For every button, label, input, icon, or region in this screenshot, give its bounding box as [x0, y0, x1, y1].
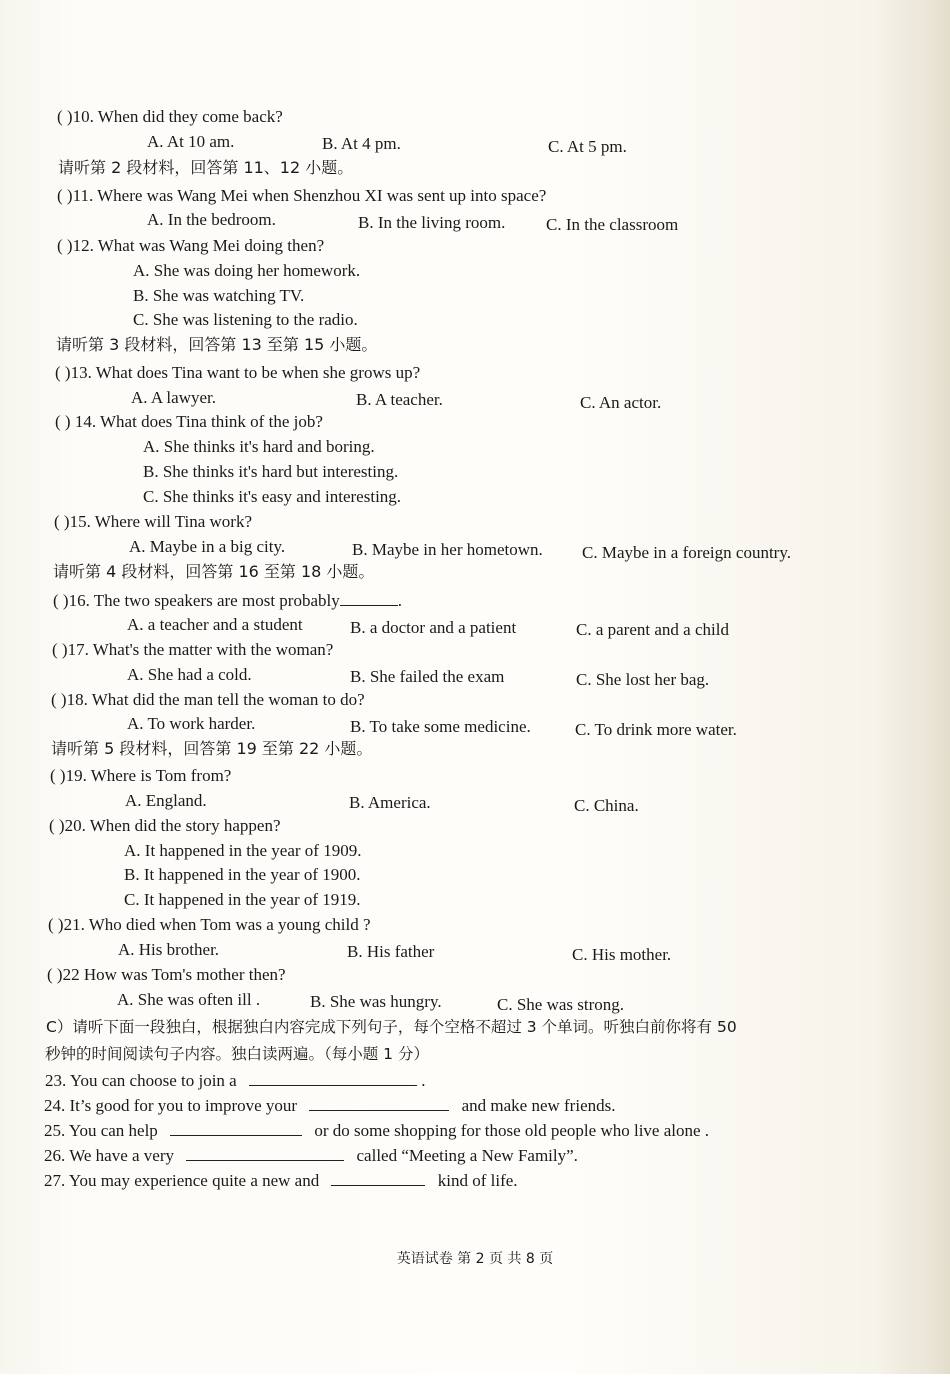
fill-27-text: 27. You may experience quite a new and — [44, 1171, 320, 1190]
part-c-instructions-line2: 秒钟的时间阅读句子内容。独白读两遍。（每小题 1 分） — [45, 1045, 429, 1063]
q19-option-a: A. England. — [125, 791, 207, 810]
q16-option-a: A. a teacher and a student — [127, 615, 303, 634]
question-14: ( ) 14. What does Tina think of the job? — [55, 412, 323, 431]
q14-option-a: A. She thinks it's hard and boring. — [143, 437, 375, 456]
q16-option-c: C. a parent and a child — [576, 620, 729, 639]
q19-option-b: B. America. — [349, 793, 431, 812]
question-21: ( )21. Who died when Tom was a young child ? — [48, 915, 371, 934]
q19-option-c: C. China. — [574, 796, 639, 815]
q21-option-c: C. His mother. — [572, 945, 672, 964]
fill-25-text: 25. You can help — [44, 1121, 158, 1140]
fill-item-25 — [44, 1119, 709, 1142]
fill-27-blank[interactable] — [331, 1169, 425, 1186]
q22-option-b: B. She was hungry. — [310, 992, 442, 1011]
q21-option-a: A. His brother. — [118, 940, 220, 959]
fill-item-24 — [44, 1094, 615, 1117]
q15-option-c: C. Maybe in a foreign country. — [582, 543, 791, 562]
question-20: ( )20. When did the story happen? — [49, 816, 281, 835]
q20-option-b: B. It happened in the year of 1900. — [124, 865, 361, 884]
q13-option-b: B. A teacher. — [356, 390, 443, 409]
page-footer: 英语试卷 第 2 页 共 8 页 — [396, 1251, 554, 1267]
q22-option-a: A. She was often ill . — [117, 990, 261, 1009]
q18-option-a: A. To work harder. — [127, 714, 256, 733]
q12-option-b: B. She was watching TV. — [133, 286, 305, 305]
q17-option-b: B. She failed the exam — [350, 667, 505, 686]
scan-bottom-margin — [0, 1374, 950, 1394]
q15-option-b: B. Maybe in her hometown. — [352, 540, 543, 559]
question-12: ( )12. What was Wang Mei doing then? — [57, 236, 325, 255]
fill-24-end: and make new friends. — [461, 1096, 616, 1115]
q18-option-b: B. To take some medicine. — [350, 717, 531, 736]
q10-option-a: A. At 10 am. — [147, 132, 235, 151]
q13-option-c: C. An actor. — [580, 393, 662, 412]
question-10: ( )10. When did they come back? — [57, 107, 283, 126]
q12-option-c: C. She was listening to the radio. — [133, 310, 358, 329]
question-11: ( )11. Where was Wang Mei when Shenzhou XI was sent up into space? — [57, 186, 547, 205]
q21-option-b: B. His father — [347, 942, 435, 961]
q14-option-c: C. She thinks it's easy and interesting. — [143, 487, 402, 506]
q12-option-a: A. She was doing her homework. — [133, 261, 361, 280]
q17-option-c: C. She lost her bag. — [576, 670, 710, 689]
fill-item-23 — [45, 1069, 425, 1092]
q18-option-c: C. To drink more water. — [575, 720, 737, 739]
fill-23-end: . — [421, 1071, 426, 1090]
fill-24-blank[interactable] — [309, 1094, 449, 1111]
fill-26-end: called “Meeting a New Family”. — [356, 1146, 578, 1165]
fill-24-text: 24. It’s good for you to improve your — [44, 1096, 298, 1115]
q16-blank — [340, 589, 398, 606]
question-15: ( )15. Where will Tina work? — [54, 512, 252, 531]
fill-23-blank[interactable] — [249, 1069, 417, 1086]
q11-option-c: C. In the classroom — [546, 215, 679, 234]
q15-option-a: A. Maybe in a big city. — [129, 537, 286, 556]
question-16: ( )16. The two speakers are most probably . — [53, 591, 402, 610]
q16-option-b: B. a doctor and a patient — [350, 618, 517, 637]
q10-option-c: C. At 5 pm. — [548, 137, 627, 156]
q20-option-a: A. It happened in the year of 1909. — [124, 841, 362, 860]
question-18: ( )18. What did the man tell the woman to do? — [51, 690, 365, 709]
fill-23-text: 23. You can choose to join a — [45, 1071, 237, 1090]
q20-option-c: C. It happened in the year of 1919. — [124, 890, 361, 909]
q17-option-a: A. She had a cold. — [127, 665, 252, 684]
question-19: ( )19. Where is Tom from? — [50, 766, 232, 785]
part-c-instructions-line1: C）请听下面一段独白，根据独白内容完成下列句子，每个空格不超过 3 个单词。听独白前你将有 50 — [46, 1018, 737, 1036]
fill-25-blank[interactable] — [170, 1119, 302, 1136]
question-22: ( )22 How was Tom's mother then? — [47, 965, 286, 984]
q10-option-b: B. At 4 pm. — [322, 134, 401, 153]
section-heading-3: 请听第 3 段材料，回答第 13 至第 15 小题。 — [56, 335, 378, 354]
fill-25-end: or do some shopping for those old people who live alone . — [314, 1121, 710, 1140]
section-heading-5: 请听第 5 段材料，回答第 19 至第 22 小题。 — [51, 739, 373, 758]
question-17: ( )17. What's the matter with the woman? — [52, 640, 334, 659]
page-edge-shadow — [880, 0, 950, 1394]
q16-text: ( )16. The two speakers are most probably — [53, 591, 340, 610]
fill-27-end: kind of life. — [437, 1171, 518, 1190]
fill-item-26 — [44, 1144, 578, 1167]
q11-option-a: A. In the bedroom. — [147, 210, 276, 229]
fill-item-27 — [44, 1169, 518, 1192]
q11-option-b: B. In the living room. — [358, 213, 506, 232]
section-heading-2: 请听第 2 段材料，回答第 11、12 小题。 — [58, 158, 354, 177]
q13-option-a: A. A lawyer. — [131, 388, 216, 407]
question-13: ( )13. What does Tina want to be when she grows up? — [55, 363, 421, 382]
fill-26-blank[interactable] — [186, 1144, 344, 1161]
q14-option-b: B. She thinks it's hard but interesting. — [143, 462, 399, 481]
q22-option-c: C. She was strong. — [497, 995, 625, 1014]
section-heading-4: 请听第 4 段材料，回答第 16 至第 18 小题。 — [53, 562, 375, 581]
fill-26-text: 26. We have a very — [44, 1146, 175, 1165]
